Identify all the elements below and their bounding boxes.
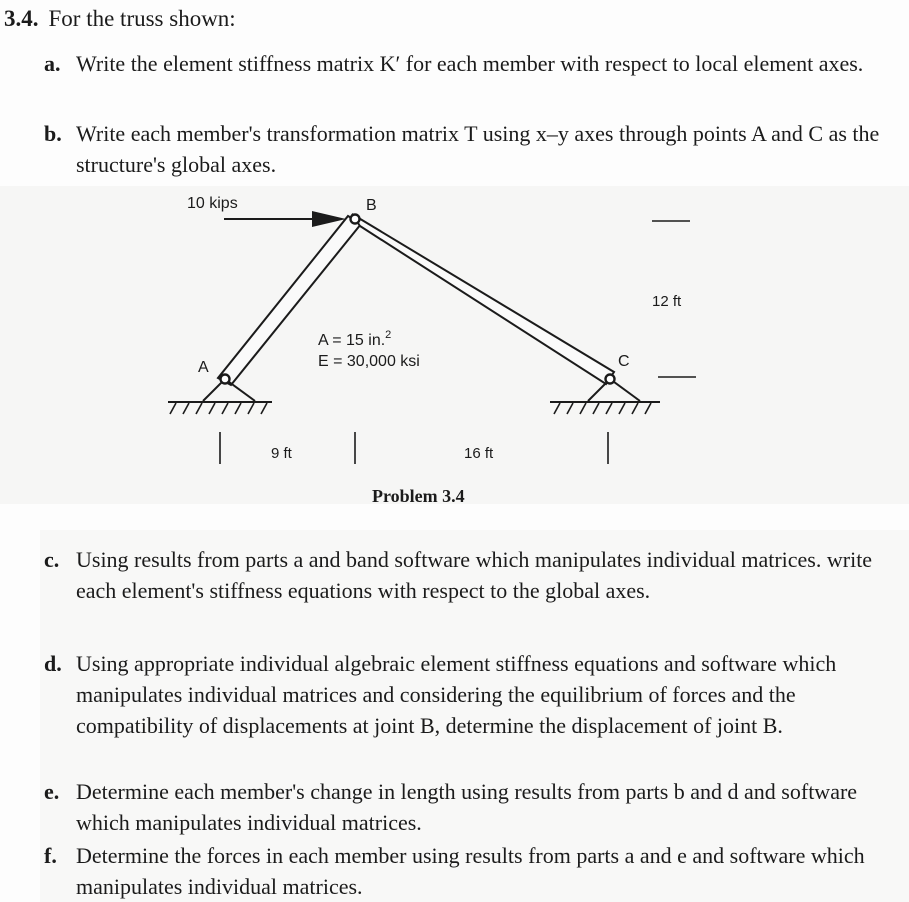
part-e-text: Determine each member's change in length using results from parts b and d and software which manipulates individual matrices.	[76, 779, 858, 835]
part-d-letter: d.	[44, 651, 62, 676]
problem-number: 3.4.	[4, 6, 39, 31]
pin-joint-b	[351, 215, 360, 224]
part-e-letter: e.	[44, 779, 60, 804]
pin-support-a	[168, 375, 272, 415]
part-d-text: Using appropriate individual algebraic element stiffness equations and software which manipulates individual matrices and considering the equilibrium of forces and the compatibility of displacements at joint B, determine the displacement of joint B.	[76, 651, 837, 738]
part-b-text: Write each member's transformation matrix T using x–y axes through points A and C as the structure's global axes.	[76, 121, 880, 177]
part-c-text: Using results from parts a and band software which manipulates individual matrices. write each element's stiffness equations with respect to the global axes.	[76, 547, 873, 603]
truss-figure	[0, 186, 909, 504]
pin-support-c	[550, 375, 660, 415]
joint-b-label: B	[366, 197, 377, 214]
figure-caption: Problem 3.4	[372, 486, 465, 506]
joint-a-label: A	[198, 359, 209, 376]
problem-intro: For the truss shown:	[48, 6, 236, 31]
part-a	[44, 48, 902, 79]
height-label: 12 ft	[652, 293, 682, 310]
span-right-label: 16 ft	[464, 445, 494, 462]
part-f-letter: f.	[44, 843, 57, 868]
part-a-letter: a.	[44, 51, 61, 76]
part-b	[44, 118, 902, 180]
area-label-exponent: 2	[385, 329, 392, 341]
load-arrow-icon	[224, 211, 346, 227]
modulus-label: E = 30,000 ksi	[318, 353, 420, 370]
area-label	[318, 329, 391, 349]
part-a-text: Write the element stiffness matrix K′ for each member with respect to local element axes.	[76, 51, 864, 76]
span-left-label: 9 ft	[271, 445, 292, 462]
part-e	[44, 776, 902, 838]
load-label: 10 kips	[187, 195, 238, 212]
part-f	[44, 840, 902, 902]
joint-c-label: C	[618, 353, 630, 370]
part-f-text: Determine the forces in each member using results from parts a and e and software which manipulates individual matrices.	[76, 843, 865, 899]
part-d	[44, 648, 902, 741]
area-label-base: A = 15 in.	[318, 332, 386, 349]
problem-header	[4, 4, 236, 34]
part-c-letter: c.	[44, 547, 60, 572]
part-b-letter: b.	[44, 121, 62, 146]
part-c	[44, 544, 902, 606]
